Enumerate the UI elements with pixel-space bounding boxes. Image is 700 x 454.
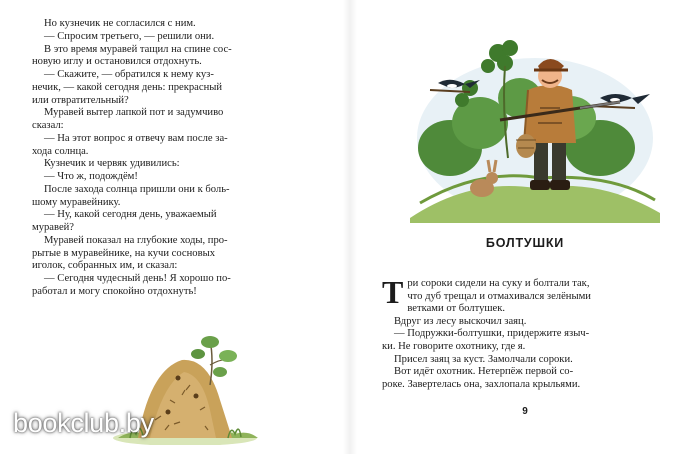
- text-line: иголок, собранных им, и сказал:: [32, 260, 178, 272]
- text-line: ки. Не говорите охотнику, где я.: [382, 340, 526, 352]
- first-paragraph: [382, 274, 692, 316]
- story-title: БОЛТУШКИ: [485, 236, 565, 250]
- text-line: сказал:: [32, 120, 64, 131]
- text-line: что дуб трещал и отмахивался зелёными: [407, 290, 591, 302]
- drop-cap: Т: [382, 274, 404, 310]
- text-line: роке. Завертелась она, захлопала крыльями.: [382, 378, 581, 390]
- text-line: После захода солнца пришли они к боль-: [44, 183, 230, 195]
- text-line: муравей?: [32, 222, 75, 233]
- text-line: нечик, — какой сегодня день: прекрасный: [32, 81, 223, 93]
- text-line: ри сороки сидели на суку и болтали так,: [407, 278, 590, 289]
- text-line: Но кузнечик не согласился с ним.: [44, 18, 196, 29]
- text-line: рытые в муравейнике, на кучи сосновых: [32, 247, 216, 259]
- text-line: — Сегодня чудесный день! Я хорошо по-: [44, 273, 231, 284]
- text-line: — На этот вопрос я отвечу вам после за-: [44, 132, 228, 144]
- text-line: ветками от болтушек.: [407, 303, 506, 315]
- text-line: шому муравейнику.: [32, 196, 121, 208]
- text-line: Муравей вытер лапкой пот и задумчиво: [44, 107, 224, 119]
- text-line: работал и могу спокойно отдохнуть!: [32, 285, 197, 297]
- text-line: — Спросим третьего, — решили они.: [44, 30, 215, 42]
- page-number: 9: [522, 406, 528, 417]
- text-line: В это время муравей тащил на спине сос-: [44, 43, 232, 55]
- text-line: Муравей показал на глубокие ходы, про-: [44, 234, 228, 246]
- watermark-text: bookclub.by: [13, 408, 154, 438]
- text-line: или отвратительный?: [32, 94, 129, 106]
- text-line: Кузнечик и червяк удивились:: [44, 158, 180, 170]
- text-line: новую иглу и остановился отдохнуть.: [32, 56, 202, 68]
- text-line: — Ну, какой сегодня день, уважаемый: [44, 209, 217, 221]
- hunter-illustration: [410, 28, 660, 223]
- text-line: — Скажите, — обратился к нему куз-: [44, 69, 214, 80]
- text-line: — Что ж, подождём!: [44, 171, 138, 182]
- text-line: Вдруг из лесу выскочил заяц.: [394, 315, 527, 327]
- story-lines: [382, 316, 692, 392]
- text-line: Присел заяц за куст. Замолчали сороки.: [394, 353, 573, 365]
- text-line: — Подружки-болтушки, придержите языч-: [394, 328, 590, 340]
- left-page-text: [32, 18, 332, 299]
- right-page-text: [382, 274, 692, 391]
- text-line: хода солнца.: [32, 145, 89, 157]
- text-line: Вот идёт охотник. Нетерпёж первой со-: [394, 366, 574, 378]
- right-page: [350, 0, 700, 454]
